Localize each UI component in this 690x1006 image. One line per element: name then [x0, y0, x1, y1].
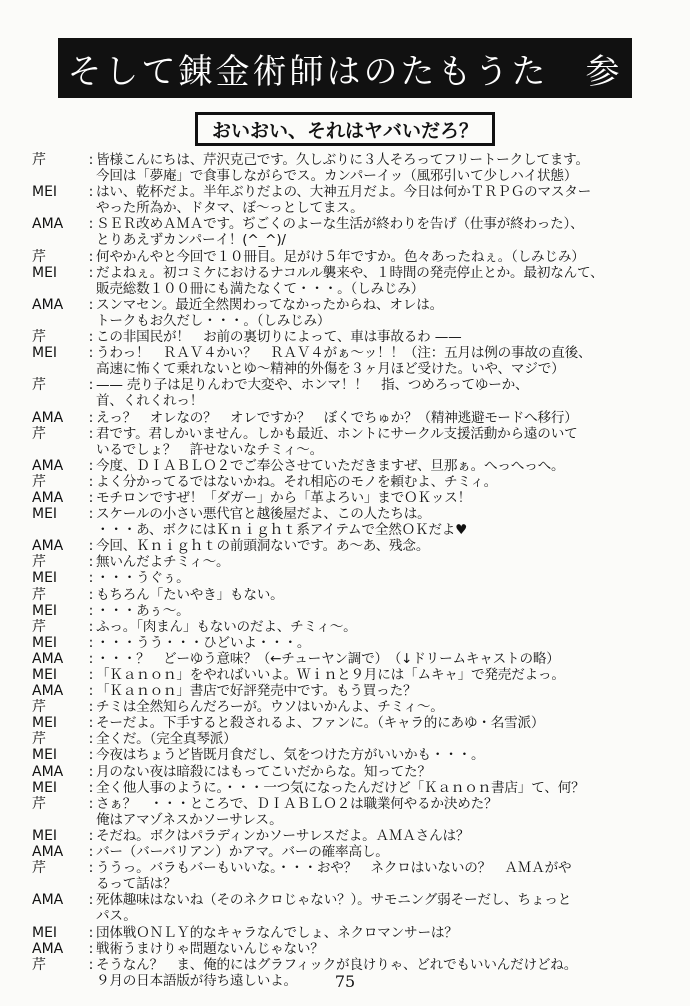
speaker-name: [32, 522, 86, 538]
speaker-colon: :: [88, 216, 94, 233]
speaker-colon: :: [88, 924, 94, 941]
speaker-name: AMA: [32, 457, 64, 474]
speaker-name: 芹: [32, 699, 46, 716]
speaker-name: 芹: [32, 473, 46, 490]
dialogue-text: 俺はアマゾネスかソーサレス。: [96, 811, 283, 828]
speaker-name: [32, 393, 86, 409]
speaker-colon: [86, 908, 96, 924]
speaker-colon: [86, 313, 96, 329]
speaker-name: AMA: [32, 763, 64, 780]
speaker-name: MEI: [32, 184, 58, 201]
dialogue-line: [32, 908, 672, 924]
dialogue-text: 「Ｋａｎｏｎ」書店で好評発売中です。もう買った？: [96, 683, 417, 700]
dialogue-line: [32, 249, 672, 265]
speaker-name: 芹: [32, 248, 46, 265]
speaker-colon: :: [88, 731, 94, 748]
dialogue-text: ・・・うぐぅ。: [96, 570, 190, 587]
speaker-colon: :: [88, 296, 94, 313]
speaker-colon: :: [88, 409, 94, 426]
dialogue-line: [32, 458, 672, 474]
speaker-name: [32, 442, 86, 458]
dialogue-line: [32, 522, 672, 538]
speaker-colon: [86, 522, 96, 538]
speaker-colon: :: [88, 650, 94, 667]
speaker-colon: :: [88, 779, 94, 796]
speaker-name: 芹: [32, 554, 46, 571]
speaker-name: MEI: [32, 602, 58, 619]
dialogue-text: ふっ。「肉まん」もないのだよ、チミィ～。: [96, 618, 357, 635]
speaker-colon: [86, 200, 96, 216]
dialogue-text: 月のない夜は暗殺にはもってこいだからな。知ってた？: [96, 763, 431, 780]
dialogue-text: そーだよ。下手すると殺されるよ、ファンに。（キャラ的にあゆ・名雪派）: [96, 715, 545, 732]
dialogue-line: [32, 925, 672, 941]
dialogue-line: [32, 619, 672, 635]
dialogue-text: チミは全然知らんだろーが。ウソはいかんよ、チミィ～。: [96, 699, 444, 716]
speaker-colon: :: [88, 827, 94, 844]
dialogue-text: ・・・？ どーゆう意味？（←チューヤン調で） （↓ドリームキャストの略）: [96, 650, 560, 667]
speaker-name: AMA: [32, 892, 64, 909]
dialogue-line: [32, 603, 672, 619]
speaker-name: MEI: [32, 924, 58, 941]
dialogue-text: 全く他人事のように。・・・一つ気になったんだけど「Ｋａｎｏｎ書店」て、何？: [96, 779, 585, 796]
dialogue-text: トークもお久だし・・・。（しみじみ）: [96, 312, 331, 329]
speaker-colon: [86, 442, 96, 458]
speaker-name: AMA: [32, 489, 64, 506]
speaker-colon: [86, 812, 96, 828]
dialogue-text: もちろん「たいやき」もない。: [96, 586, 284, 603]
dialogue-text: るって話は？: [96, 876, 177, 893]
dialogue-line: [32, 474, 672, 490]
dialogue-line: [32, 731, 672, 747]
section-subtitle: おいおい、それはヤバいだろ？: [195, 112, 495, 146]
dialogue-line: [32, 570, 672, 586]
speaker-colon: :: [88, 699, 94, 716]
speaker-name: MEI: [32, 570, 58, 587]
dialogue-text: ・・・あ、ボクにはＫｎｉｇｈｔ系アイテムで全然ＯＫだよ♥: [96, 522, 468, 539]
speaker-name: AMA: [32, 409, 64, 426]
dialogue-line: [32, 506, 672, 522]
speaker-colon: :: [88, 264, 94, 281]
dialogue-line: [32, 168, 672, 184]
dialogue-text: ９月の日本語版が待ち遠しいよ。: [96, 972, 297, 989]
speaker-name: AMA: [32, 844, 64, 861]
dialogue-line: [32, 796, 672, 812]
dialogue-text: スンマセン。最近全然関わってなかったからね、オレは。: [96, 296, 444, 313]
speaker-colon: :: [88, 956, 94, 973]
dialogue-text: 今度、ＤＩＡＢＬＯ２でご奉公させていただきますぜ、旦那ぁ。へっへっへ。: [96, 457, 565, 474]
speaker-name: [32, 361, 86, 377]
speaker-name: MEI: [32, 827, 58, 844]
dialogue-line: [32, 747, 672, 763]
speaker-name: MEI: [32, 264, 58, 281]
dialogue-text: ううっ。バラもバーもいいな。・・・おや？ ネクロはいないの？ ＡＭＡがや: [96, 860, 572, 877]
speaker-colon: :: [88, 152, 94, 168]
dialogue-line: [32, 892, 672, 908]
dialogue-line: [32, 683, 672, 699]
speaker-name: 芹: [32, 329, 46, 346]
speaker-colon: :: [88, 457, 94, 474]
dialogue-line: [32, 764, 672, 780]
speaker-name: [32, 876, 86, 892]
dialogue-text: 今回は「夢庵」で食事しながらでス。カンパーイッ（風邪引いて少しハイ状態）: [96, 168, 578, 185]
dialogue-text: この非国民が！ お前の裏切りによって、車は事故るわ ——: [96, 329, 462, 346]
speaker-name: [32, 232, 86, 248]
speaker-colon: :: [88, 184, 94, 201]
speaker-name: MEI: [32, 506, 58, 523]
speaker-colon: :: [88, 248, 94, 265]
dialogue-text: とりあえずカンパーイ！(^_^)/: [96, 232, 286, 249]
page-number: 75: [334, 972, 356, 991]
speaker-colon: :: [88, 860, 94, 877]
dialogue-text: パス。: [96, 908, 137, 925]
speaker-colon: [86, 281, 96, 297]
speaker-colon: :: [88, 795, 94, 812]
speaker-name: AMA: [32, 940, 64, 957]
dialogue-text: 首、くれくれっ！: [96, 393, 204, 410]
dialogue-text: 全くだ。（完全真琴派）: [96, 731, 237, 748]
speaker-name: [32, 200, 86, 216]
dialogue-line: [32, 216, 672, 232]
speaker-colon: :: [88, 489, 94, 506]
speaker-name: AMA: [32, 296, 64, 313]
speaker-colon: :: [88, 940, 94, 957]
speaker-colon: :: [88, 667, 94, 683]
dialogue-line: [32, 410, 672, 426]
speaker-colon: :: [88, 329, 94, 346]
dialogue-text: よく分かってるではないかね。それ相応のモノを頼むよ、チミィ。: [96, 473, 497, 490]
speaker-colon: :: [88, 473, 94, 490]
speaker-colon: :: [88, 506, 94, 523]
dialogue-line: [32, 232, 672, 248]
speaker-name: 芹: [32, 152, 46, 168]
dialogue-line: [32, 780, 672, 796]
dialogue-text: 高速に怖くて乗れないとゆ～精神的外傷を３ヶ月ほど受けた。いや、マジで）: [96, 361, 565, 378]
speaker-colon: :: [88, 634, 94, 651]
dialogue-line: [32, 828, 672, 844]
dialogue-line: [32, 377, 672, 393]
dialogue-line: [32, 715, 672, 731]
dialogue-line: [32, 265, 672, 281]
speaker-name: [32, 908, 86, 924]
speaker-colon: :: [88, 715, 94, 732]
speaker-name: [32, 168, 86, 184]
dialogue-line: [32, 329, 672, 345]
speaker-name: MEI: [32, 747, 58, 764]
dialogue-line: [32, 490, 672, 506]
speaker-name: MEI: [32, 715, 58, 732]
speaker-name: 芹: [32, 956, 46, 973]
speaker-colon: :: [88, 345, 94, 362]
speaker-name: MEI: [32, 634, 58, 651]
dialogue-line: [32, 699, 672, 715]
dialogue-line: [32, 297, 672, 313]
speaker-name: [32, 281, 86, 297]
dialogue-text: —— 売り子は足りんわで大変や、ホンマ！！ 指、つめろってゆーか、: [96, 377, 529, 394]
dialogue-text: はい、乾杯だよ。半年ぶりだよの、大神五月だよ。今日は何かＴＲＰＧのマスター: [96, 184, 592, 201]
speaker-colon: [86, 168, 96, 184]
dialogue-line: [32, 860, 672, 876]
dialogue-line: [32, 442, 672, 458]
speaker-colon: :: [88, 586, 94, 603]
speaker-colon: [86, 361, 96, 377]
dialogue-text: うわっ！ ＲＡＶ４かい？ ＲＡＶ４がぁ～ッ！！（注：五月は例の事故の直後、: [96, 345, 592, 362]
dialogue-line: [32, 812, 672, 828]
speaker-name: MEI: [32, 779, 58, 796]
speaker-name: 芹: [32, 795, 46, 812]
dialogue-text: 今回、Ｋｎｉｇｈｔの前頭洞ないです。あ～あ、残念。: [96, 538, 430, 555]
speaker-colon: [86, 232, 96, 248]
dialogue-text: えっ？ オレなの？ オレですか？ ぼくでちゅか？（精神逃避モードへ移行）: [96, 409, 578, 426]
speaker-colon: :: [88, 554, 94, 571]
dialogue-text: だよねぇ。初コミケにおけるナコルル襲来や、１時間の発売停止とか。最初なんて、: [96, 264, 604, 281]
speaker-colon: :: [88, 683, 94, 700]
dialogue-text: 販売総数１００冊にも満たなくて・・・。（しみじみ）: [96, 280, 425, 297]
dialogue-text: 死体趣味はないね（そのネクロじゃない？）。サモニング弱そーだし、ちょっと: [96, 892, 572, 909]
dialogue-line: [32, 184, 672, 200]
dialogue-text: やった所為か、ドタマ、ぼ～っとしてまス。: [96, 200, 364, 217]
speaker-name: AMA: [32, 538, 64, 555]
dialogue-line: [32, 200, 672, 216]
dialogue-text: 何やかんやと今回で１０冊目。足がけ５年ですか。色々あったねぇ。（しみじみ）: [96, 248, 585, 265]
dialogue-text: バー（バーバリアン）かアマ。バーの確率高し。: [96, 844, 389, 861]
speaker-name: AMA: [32, 683, 64, 700]
dialogue-text: スケールの小さい悪代官と越後屋だよ、この人たちは。: [96, 506, 431, 523]
speaker-name: [32, 313, 86, 329]
speaker-colon: :: [88, 892, 94, 909]
page-title: そして錬金術師はのたもうた 参: [58, 38, 632, 98]
speaker-name: 芹: [32, 425, 46, 442]
dialogue-line: [32, 345, 672, 361]
speaker-name: AMA: [32, 216, 64, 233]
dialogue-text: ＳＥＲ改めＡＭＡです。ぢごくのよーな生活が終わりを告げ（仕事が終わった）、: [96, 216, 584, 233]
speaker-name: [32, 812, 86, 828]
speaker-colon: :: [88, 377, 94, 394]
dialogue-line: [32, 957, 672, 973]
speaker-colon: :: [88, 747, 94, 764]
speaker-colon: [86, 876, 96, 892]
speaker-colon: [86, 393, 96, 409]
speaker-colon: :: [88, 618, 94, 635]
dialogue-line: [32, 393, 672, 409]
speaker-name: MEI: [32, 667, 58, 683]
dialogue-transcript: [32, 152, 672, 989]
dialogue-text: 皆様こんにちは、芹沢克己です。久しぶりに３人そろってフリートークしてます。: [96, 152, 589, 168]
dialogue-line: [32, 667, 672, 683]
speaker-colon: :: [88, 570, 94, 587]
dialogue-line: [32, 152, 672, 168]
speaker-colon: :: [88, 602, 94, 619]
dialogue-text: ・・・あぅ～。: [96, 602, 190, 619]
speaker-colon: :: [88, 425, 94, 442]
dialogue-text: 今夜はちょうど皆既月食だし、気をつけた方がいいかも・・・。: [96, 747, 485, 764]
dialogue-text: いるでしょ？ 許せないなチミィ～。: [96, 441, 324, 458]
dialogue-line: [32, 844, 672, 860]
dialogue-line: [32, 313, 672, 329]
dialogue-line: [32, 651, 672, 667]
dialogue-text: ・・・うう・・・ひどいよ・・・。: [96, 634, 311, 651]
dialogue-text: モチロンですぜ！「ダガー」から「革よろい」までＯＫッス！: [96, 489, 472, 506]
speaker-colon: :: [88, 844, 94, 861]
dialogue-line: [32, 635, 672, 651]
dialogue-line: [32, 941, 672, 957]
dialogue-text: さぁ？ ・・・ところで、ＤＩＡＢＬＯ２は職業何やるか決めた？: [96, 795, 498, 812]
dialogue-text: 戦術うまけりゃ問題ないんじゃない？: [96, 940, 324, 957]
dialogue-line: [32, 876, 672, 892]
dialogue-line: [32, 426, 672, 442]
speaker-name: 芹: [32, 731, 46, 748]
speaker-colon: :: [88, 763, 94, 780]
speaker-name: 芹: [32, 586, 46, 603]
dialogue-text: 君です。君しかいません。しかも最近、ホントにサークル支援活動から遠のいて: [96, 425, 578, 442]
dialogue-line: [32, 587, 672, 603]
speaker-name: 芹: [32, 860, 46, 877]
speaker-name: 芹: [32, 618, 46, 635]
dialogue-text: 無いんだよチミィ～。: [96, 554, 230, 571]
dialogue-text: 「Ｋａｎｏｎ」をやればいいよ。Ｗｉｎと９月には「ムキャ」で発売だよっ。: [96, 667, 565, 683]
speaker-name: MEI: [32, 345, 58, 362]
speaker-name: AMA: [32, 650, 64, 667]
dialogue-text: そうなん？ ま、俺的にはグラフィックが良けりゃ、どれでもいいんだけどね。: [96, 956, 578, 973]
dialogue-text: そだね。ボクはパラディンかソーサレスだよ。ＡＭＡさんは？: [96, 827, 470, 844]
speaker-name: 芹: [32, 377, 46, 394]
dialogue-line: [32, 554, 672, 570]
dialogue-line: [32, 538, 672, 554]
dialogue-line: [32, 361, 672, 377]
dialogue-text: 団体戦ＯＮＬＹ的なキャラなんでしょ、ネクロマンサーは？: [96, 924, 458, 941]
dialogue-line: [32, 281, 672, 297]
speaker-colon: :: [88, 538, 94, 555]
